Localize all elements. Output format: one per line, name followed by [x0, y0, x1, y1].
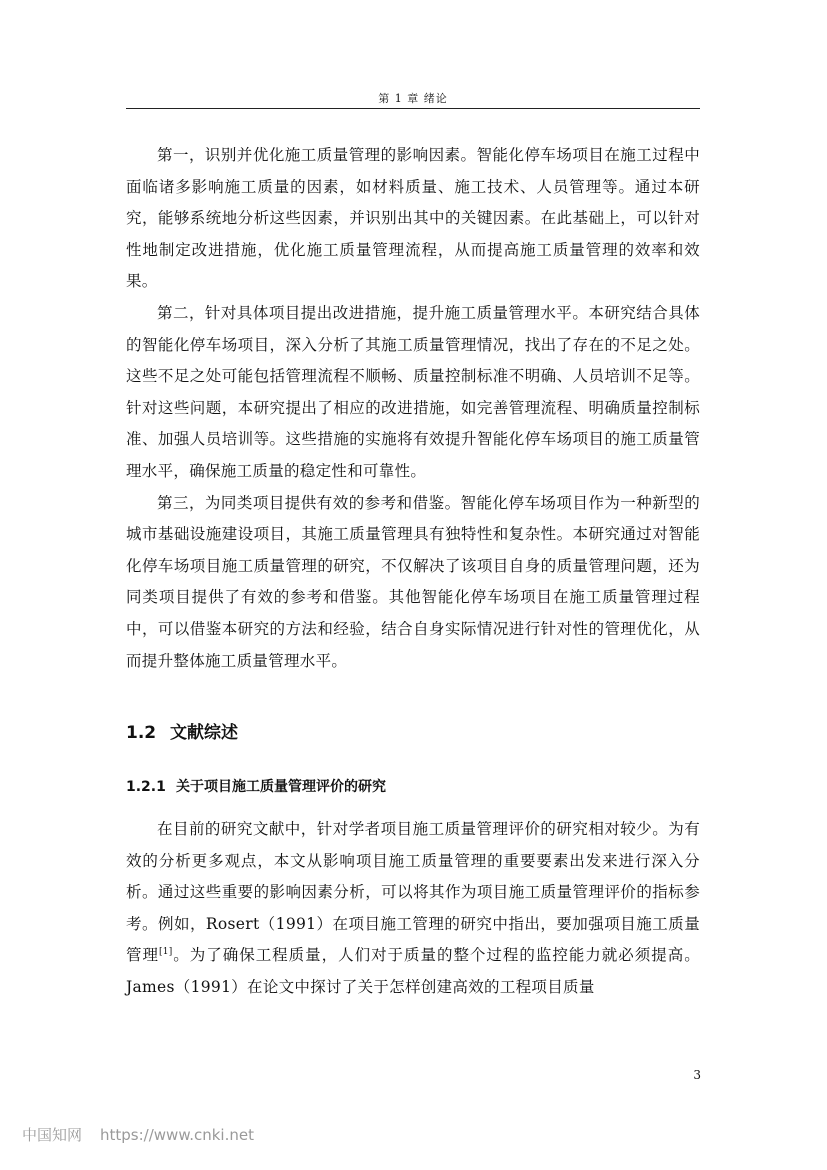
running-header: 第 1 章 绪论 — [378, 92, 448, 105]
paragraph-literature-part2: 。为了确保工程质量，人们对于质量的整个过程的监控能力就必须提高。James（1991）在论文中探讨了关于怎样创建高效的工程项目质量 — [126, 946, 700, 996]
subsection-number: 1.2.1 — [126, 779, 166, 795]
paragraph-literature-part1: 在目前的研究文献中，针对学者项目施工质量管理评价的研究相对较少。为有效的分析更多观点，本文从影响项目施工质量管理的重要要素出发来进行深入分析。通过这些重要的影响因素分析，可以将其作为项目施工质量管理评价的指标参考。例如，Rosert（1991）在项目施工管理的研究中指出，要加强项目施工质量管理 — [126, 820, 700, 965]
page-number: 3 — [693, 1068, 701, 1082]
section-number: 1.2 — [126, 723, 157, 743]
paragraph-first: 第一，识别并优化施工质量管理的影响因素。智能化停车场项目在施工过程中面临诸多影响施工质量的因素，如材料质量、施工技术、人员管理等。通过本研究，能够系统地分析这些因素，并识别出其中的关键因素。在此基础上，可以针对性地制定改进措施，优化施工质量管理流程，从而提高施工质量管理的效率和效果。 — [126, 146, 700, 291]
watermark-url[interactable]: https://www.cnki.net — [100, 1126, 254, 1144]
section-title: 文献综述 — [170, 723, 238, 743]
header-rule — [126, 108, 700, 109]
watermark-footer — [22, 1124, 254, 1145]
intro-body — [126, 140, 700, 677]
paragraph-literature — [126, 814, 700, 1004]
literature-body — [126, 814, 700, 1004]
subsection-title: 关于项目施工质量管理评价的研究 — [176, 779, 386, 795]
section-heading-1-2 — [126, 718, 238, 743]
paragraph-second: 第二，针对具体项目提出改进措施，提升施工质量管理水平。本研究结合具体的智能化停车场项目，深入分析了其施工质量管理情况，找出了存在的不足之处。这些不足之处可能包括管理流程不顺畅、质量控制标准不明确、人员培训不足等。针对这些问题，本研究提出了相应的改进措施，如完善管理流程、明确质量控制标准、加强人员培训等。这些措施的实施将有效提升智能化停车场项目的施工质量管理水平，确保施工质量的稳定性和可靠性。 — [126, 303, 700, 480]
watermark-site-name: 中国知网 — [22, 1126, 83, 1144]
paragraph-third: 第三，为同类项目提供有效的参考和借鉴。智能化停车场项目作为一种新型的城市基础设施建设项目，其施工质量管理具有独特性和复杂性。本研究通过对智能化停车场项目施工质量管理的研究，不仅解决了该项目自身的质量管理问题，还为同类项目提供了有效的参考和借鉴。其他智能化停车场项目在施工质量管理过程中，可以借鉴本研究的方法和经验，结合自身实际情况进行针对性的管理优化，从而提升整体施工质量管理水平。 — [126, 493, 700, 670]
subsection-heading-1-2-1 — [126, 776, 386, 796]
citation-ref-1[interactable]: [1] — [158, 947, 173, 958]
